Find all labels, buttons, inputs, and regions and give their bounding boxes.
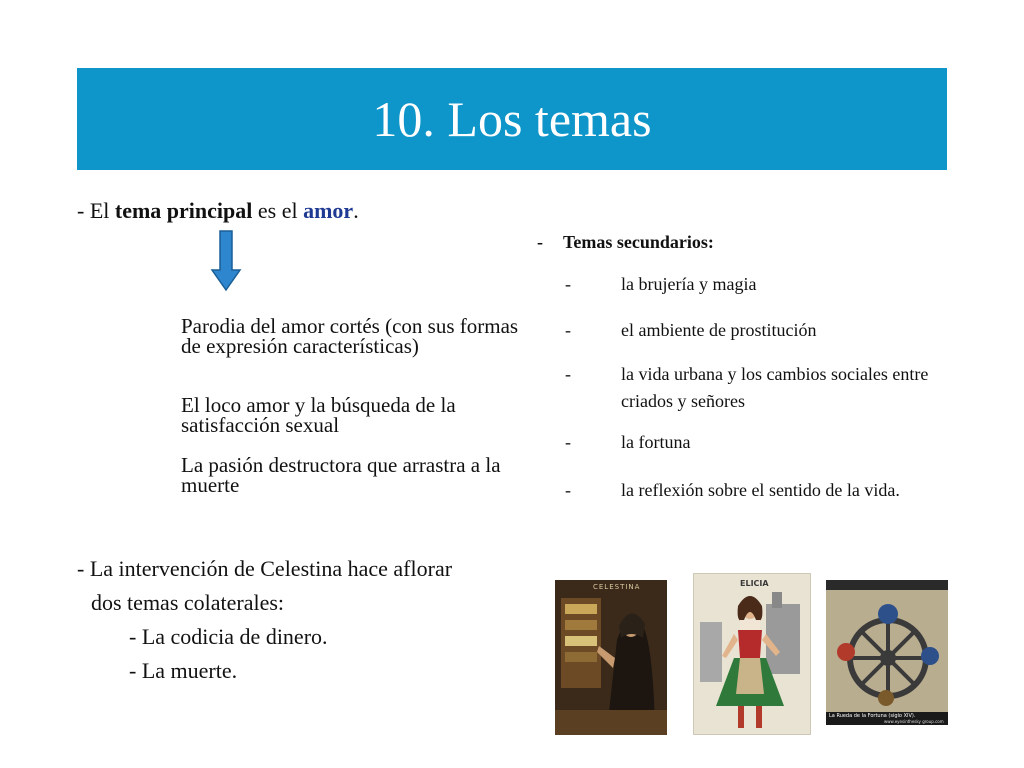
secondary-item xyxy=(565,429,951,456)
rueda-fortuna-illustration xyxy=(826,580,948,725)
main-theme-prefix: - El xyxy=(77,198,115,223)
secondary-item-dash: - xyxy=(565,274,571,294)
secondary-item-text: la reflexión sobre el sentido de la vida. xyxy=(621,480,900,500)
secondary-item xyxy=(565,317,951,344)
celestina-line-2: dos temas colaterales: xyxy=(91,590,285,615)
secondary-item xyxy=(565,271,951,298)
main-theme-highlight: amor xyxy=(303,198,354,223)
celestina-block xyxy=(77,552,537,688)
secondary-item-text: el ambiente de prostitución xyxy=(621,320,817,340)
arrow-down-icon xyxy=(210,230,242,292)
secondary-item-dash: - xyxy=(565,480,571,500)
secondary-item-text: la brujería y magia xyxy=(621,274,757,294)
secondary-item-dash: - xyxy=(565,364,571,384)
sub-theme-2: El loco amor y la búsqueda de la satisfacción sexual xyxy=(181,393,456,437)
title-bar xyxy=(77,68,947,170)
elicia-label: ELICIA xyxy=(740,579,769,588)
elicia-illustration xyxy=(693,573,811,735)
secondary-heading-dash: - xyxy=(537,232,543,252)
sub-theme-1: Parodia del amor cortés (con sus formas de expresión características) xyxy=(181,314,519,358)
fortuna-wheel-drawing xyxy=(826,580,948,725)
secondary-heading xyxy=(537,232,714,253)
celestina-illustration xyxy=(555,580,667,735)
slide-title: 10. Los temas xyxy=(372,91,652,147)
secondary-heading-text: Temas secundarios: xyxy=(563,232,714,252)
secondary-item-text: la vida urbana y los cambios sociales entre criados y señores xyxy=(621,364,929,411)
elicia-drawing xyxy=(694,574,811,735)
celestina-label: CELESTINA xyxy=(593,583,641,591)
secondary-item xyxy=(565,361,951,415)
secondary-item xyxy=(565,474,951,506)
main-theme-suffix: . xyxy=(353,198,359,223)
main-theme-bold: tema principal xyxy=(114,198,253,223)
celestina-drawing xyxy=(555,580,667,735)
sub-theme-3: La pasión destructora que arrastra a la muerte xyxy=(181,453,501,497)
main-theme-line xyxy=(77,198,359,224)
celestina-item-1: - La codicia de dinero. xyxy=(129,624,328,649)
fortuna-caption: La Rueda de la Fortuna (siglo XIV). xyxy=(829,713,916,719)
fortuna-url: www.eyesinthesky group.com xyxy=(884,719,944,724)
secondary-item-dash: - xyxy=(565,320,571,340)
secondary-item-text: la fortuna xyxy=(621,432,691,452)
celestina-item-2: - La muerte. xyxy=(129,658,238,683)
celestina-line-1: - La intervención de Celestina hace aflorar xyxy=(77,556,453,581)
secondary-item-dash: - xyxy=(565,432,571,452)
main-theme-middle: es el xyxy=(252,198,304,223)
